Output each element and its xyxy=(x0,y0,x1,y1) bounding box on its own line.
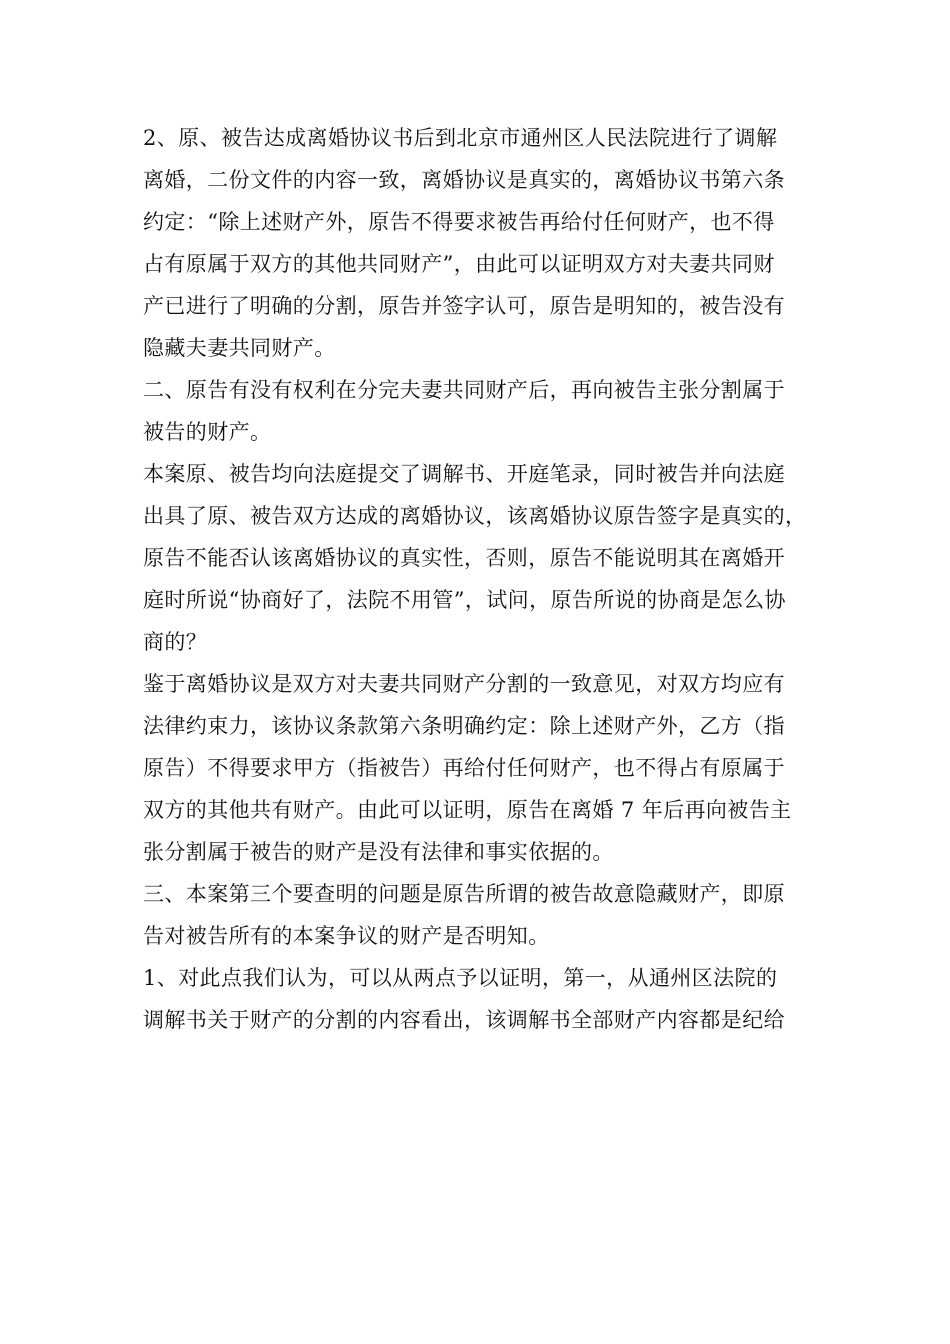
text-line-13: 商的？ xyxy=(143,630,208,654)
text-line-5: 产已进行了明确的分割，原告并签字认可，原告是明知的，被告没有 xyxy=(143,294,785,318)
text-line-4: 占有原属于双方的其他共同财产”，由此可以证明双方对夫妻共同财 xyxy=(143,252,775,276)
text-line-2: 离婚，二份文件的内容一致，离婚协议是真实的，离婚协议书第六条 xyxy=(143,168,785,192)
text-line-14: 鉴于离婚协议是双方对夫妻共同财产分割的一致意见，对双方均应有 xyxy=(143,672,785,696)
text-line-17: 双方的其他共有财产。由此可以证明，原告在离婚 7 年后再向被告主 xyxy=(143,798,792,822)
text-line-6: 隐藏夫妻共同财产。 xyxy=(143,336,336,360)
text-line-9: 本案原、被告均向法庭提交了调解书、开庭笔录，同时被告并向法庭 xyxy=(143,462,785,486)
text-line-19: 三、本案第三个要查明的问题是原告所谓的被告故意隐藏财产，即原 xyxy=(143,882,785,906)
text-line-15: 法律约束力，该协议条款第六条明确约定：除上述财产外，乙方（指 xyxy=(143,714,785,738)
text-line-18: 张分割属于被告的财产是没有法律和事实依据的。 xyxy=(143,840,614,864)
text-line-16: 原告）不得要求甲方（指被告）再给付任何财产，也不得占有原属于 xyxy=(143,756,785,780)
text-line-1: 2、原、被告达成离婚协议书后到北京市通州区人民法院进行了调解 xyxy=(143,126,778,150)
text-line-22: 调解书关于财产的分割的内容看出，该调解书全部财产内容都是纪给 xyxy=(143,1008,785,1032)
text-line-3: 约定：“除上述财产外，原告不得要求被告再给付任何财产，也不得 xyxy=(143,210,775,234)
text-line-10: 出具了原、被告双方达成的离婚协议，该离婚协议原告签字是真实的， xyxy=(143,504,807,528)
text-line-21: 1、对此点我们认为，可以从两点予以证明，第一，从通州区法院的 xyxy=(143,966,778,990)
text-line-12: 庭时所说“协商好了，法院不用管”，试问，原告所说的协商是怎么协 xyxy=(143,588,786,612)
document-body xyxy=(143,117,809,1041)
text-line-8: 被告的财产。 xyxy=(143,420,272,444)
text-line-20: 告对被告所有的本案争议的财产是否明知。 xyxy=(143,924,550,948)
text-line-7: 二、原告有没有权利在分完夫妻共同财产后，再向被告主张分割属于 xyxy=(143,378,785,402)
text-line-11: 原告不能否认该离婚协议的真实性，否则，原告不能说明其在离婚开 xyxy=(143,546,785,570)
